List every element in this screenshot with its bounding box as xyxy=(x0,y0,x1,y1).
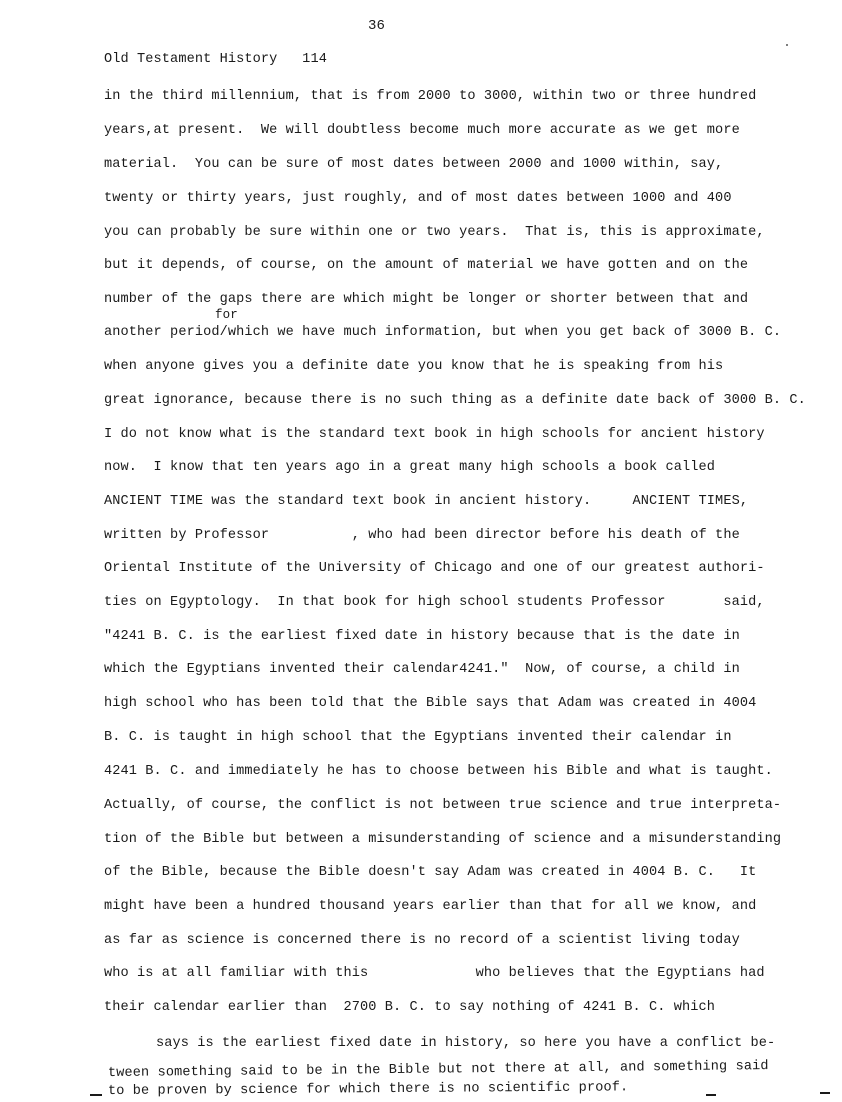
text-line-24: of the Bible, because the Bible doesn't say Adam was created in 4004 B. C. It xyxy=(104,865,757,880)
text-line-17: "4241 B. C. is the earliest fixed date in history because that is the date in xyxy=(104,629,740,644)
footer-line-1: tween something said to be in the Bible but not there at all, and something said xyxy=(107,1059,769,1081)
text-line-18: which the Egyptians invented their calendar4241." Now, of course, a child in xyxy=(104,662,740,677)
text-line-23: tion of the Bible but between a misunderstanding of science and a misunderstanding xyxy=(104,832,782,847)
text-line-8: another period/which we have much information, but when you get back of 3000 B. C. xyxy=(104,325,782,340)
text-line-15: Oriental Institute of the University of Chicago and one of our greatest authori- xyxy=(104,561,765,576)
text-line-1: in the third millennium, that is from 2000 to 3000, within two or three hundred xyxy=(104,89,757,104)
text-line-21: 4241 B. C. and immediately he has to choose between his Bible and what is taught. xyxy=(104,764,773,779)
text-line-7: number of the gaps there are which might be longer or shorter between that and xyxy=(104,292,749,307)
text-line-19: high school who has been told that the Bible says that Adam was created in 4004 xyxy=(104,696,757,711)
text-line-3: material. You can be sure of most dates between 2000 and 1000 within, say, xyxy=(104,157,724,172)
text-line-6: but it depends, of course, on the amount of material we have gotten and on the xyxy=(104,258,749,273)
text-line-9: when anyone gives you a definite date you know that he is speaking from his xyxy=(104,359,724,374)
text-line-22: Actually, of course, the conflict is not between true science and true interpreta- xyxy=(104,798,782,813)
margin-dash-edge xyxy=(820,1092,830,1094)
text-line-5: you can probably be sure within one or two years. That is, this is approximate, xyxy=(104,225,765,240)
document-header: Old Testament History 114 xyxy=(104,52,327,67)
text-line-28: their calendar earlier than 2700 B. C. to say nothing of 4241 B. C. which xyxy=(104,1000,716,1015)
inserted-word: for xyxy=(215,308,238,322)
text-line-13: ANCIENT TIME was the standard text book in ancient history. ANCIENT TIMES, xyxy=(104,494,749,509)
text-line-2: years,at present. We will doubtless become much more accurate as we get more xyxy=(104,123,740,138)
text-line-14: written by Professor , who had been director before his death of the xyxy=(104,528,740,543)
text-line-12: now. I know that ten years ago in a great many high schools a book called xyxy=(104,460,716,475)
margin-dash-left xyxy=(90,1094,102,1096)
text-line-20: B. C. is taught in high school that the Egyptians invented their calendar in xyxy=(104,730,732,745)
text-line-27: who is at all familiar with this who believes that the Egyptians had xyxy=(104,966,765,981)
text-line-4: twenty or thirty years, just roughly, and of most dates between 1000 and 400 xyxy=(104,191,732,206)
footer-line-2: to be proven by science for which there is no scientific proof. xyxy=(107,1080,629,1099)
page-number: 36 xyxy=(368,18,386,34)
text-line-16: ties on Egyptology. In that book for high school students Professor said, xyxy=(104,595,765,610)
indented-line: says is the earliest fixed date in history, so here you have a conflict be- xyxy=(156,1036,776,1051)
text-line-10: great ignorance, because there is no such thing as a definite date back of 3000 B. C. xyxy=(104,393,806,408)
text-line-11: I do not know what is the standard text book in high schools for ancient history xyxy=(104,427,765,442)
margin-dash-right xyxy=(706,1094,716,1096)
text-line-25: might have been a hundred thousand years earlier than that for all we know, and xyxy=(104,899,757,914)
text-line-26: as far as science is concerned there is no record of a scientist living today xyxy=(104,933,740,948)
stray-mark xyxy=(786,44,788,46)
